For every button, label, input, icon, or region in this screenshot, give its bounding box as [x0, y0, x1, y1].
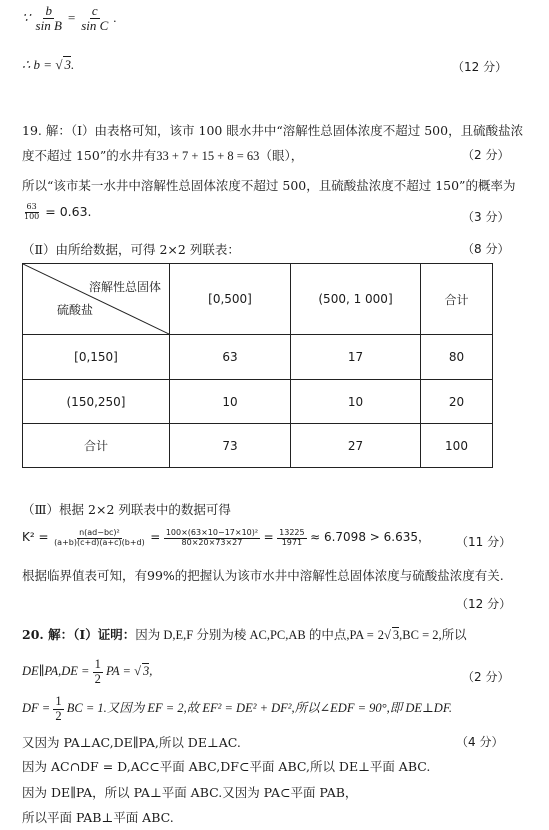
- half-fraction: [53, 695, 63, 724]
- q20-line-1-tail: ,BC = 2,所以: [399, 628, 467, 642]
- q19-line-2-text: 度不超过 150”的水井有: [22, 148, 157, 163]
- table-row: [23, 424, 493, 468]
- q19-part3-line: （Ⅲ）根据 2×2 列联表中的数据可得: [22, 502, 231, 517]
- law-of-sines-line: [22, 4, 117, 34]
- table-cell: 20: [421, 380, 493, 424]
- well-count-sum: 33 + 7 + 15 + 8 = 63: [156, 149, 260, 163]
- q19-line-3: 所以“该市某一水井中溶解性总固体浓度不超过 500，且硫酸盐浓度不超过 150”的概率为: [22, 178, 516, 193]
- fraction-denominator: sin B: [35, 18, 62, 34]
- table-cell: 17: [291, 335, 421, 380]
- column-variable-label: 溶解性总固体: [88, 280, 161, 294]
- q20-proof-label: （Ⅰ）证明：: [73, 627, 136, 642]
- fraction-numerator: 1: [55, 694, 62, 708]
- table-cell: 80: [421, 335, 493, 380]
- q20-lead: 20. 解：: [22, 627, 74, 642]
- sqrt-value: 3: [64, 57, 71, 72]
- b-equals: b =: [33, 57, 53, 72]
- fraction-numerator: c: [91, 3, 98, 18]
- table-header-row: [23, 264, 493, 335]
- contingency-table: [22, 263, 493, 468]
- q20-line-6: 因为 DE∥PA，所以 PA⊥平面 ABC.又因为 PA⊂平面 PAB，: [22, 785, 358, 800]
- q19-part2-line: （Ⅱ）由所给数据，可得 2×2 列联表：: [22, 242, 240, 257]
- q20-line-1-text: 因为 D,E,F 分别为棱 AC,PC,AB 的中点,PA =: [135, 628, 374, 642]
- q19-line-1: 19. 解：（Ⅰ）由表格可知，该市 100 眼水井中“溶解性总固体浓度不超过 500，且硫酸盐浓: [22, 123, 524, 138]
- fraction-numerator: 100×(63×10−17×10)²: [165, 527, 259, 537]
- half-fraction: [93, 658, 103, 687]
- fraction-numerator: 63: [26, 202, 37, 211]
- table-row-label: (150,250]: [23, 380, 170, 424]
- b-result-line: ∴ b = √ 3.: [22, 57, 75, 72]
- table-row-label: [0,150]: [23, 335, 170, 380]
- table-col-header: [0,500]: [170, 264, 291, 335]
- score-12-q19: （12 分）: [456, 597, 512, 611]
- fraction-denominator: 80×20×73×27: [181, 537, 243, 547]
- de-parallel-pa: DE∥PA,DE =: [22, 664, 90, 679]
- k2-approx-result: ≈ 6.7098 > 6.635，: [310, 530, 430, 544]
- score-12-top: （12 分）: [452, 60, 508, 74]
- table-row: [23, 335, 493, 380]
- q19-line-2-end: （眼），: [259, 148, 304, 163]
- k2-numeric-fraction: [164, 529, 260, 548]
- table-cell: 73: [170, 424, 291, 468]
- q20-line-5: 因为 AC∩DF = D,AC⊂平面 ABC,DF⊂平面 ABC,所以 DE⊥平面 ABC.: [22, 759, 431, 774]
- row-variable-label: 硫酸盐: [57, 303, 94, 317]
- fraction-numerator: b: [45, 3, 52, 18]
- score-3-q19: （3 分）: [462, 210, 510, 224]
- score-2-q19: （2 分）: [462, 148, 510, 162]
- k-squared-formula: K² = $\frac{\text{n(ad−bc)²}}{(a+b)(c+d)(a+c)(b+d)}$ = $\frac{\text{100×(63×10−17×10)²}}{80\times 20\times 73\times 27}$ = $\frac{13225}{1971}$ ≈ 6.7098 > 6.635，: [22, 527, 430, 547]
- fraction-numerator: 13225: [279, 527, 305, 537]
- fraction-c-over-sinC: [79, 4, 110, 34]
- score-11-q19: （11 分）: [456, 535, 512, 549]
- sqrt-value: 3: [142, 664, 150, 679]
- fraction-denominator: 2: [94, 671, 101, 686]
- q20-line-2: DE∥PA,DE = $\frac{1}{2}$ PA = √ 3,: [22, 657, 153, 686]
- table-cell: 100: [421, 424, 493, 468]
- k2-simplified-fraction: [277, 529, 306, 548]
- pa-equals: PA =: [105, 664, 131, 679]
- because-symbol: ∵: [22, 9, 31, 25]
- period: .: [70, 57, 75, 72]
- k2-general-fraction: [52, 529, 147, 548]
- q19-line-2: [22, 146, 303, 164]
- fraction-numerator: n(ad−bc)²: [79, 527, 120, 537]
- table-cell: 10: [291, 380, 421, 424]
- q20-line-4: 又因为 PA⊥AC,DE∥PA,所以 DE⊥AC.: [22, 735, 241, 750]
- q20-line-1: [22, 625, 467, 643]
- fraction-numerator: 1: [94, 657, 101, 671]
- q20-line-7: 所以平面 PAB⊥平面 ABC.: [22, 810, 174, 825]
- table-cell: 63: [170, 335, 291, 380]
- fraction-denominator: 2: [55, 708, 62, 723]
- k-squared-lhs: K² =: [22, 530, 49, 544]
- sqrt-value: 3: [392, 628, 400, 642]
- table-row-label: 合计: [23, 424, 170, 468]
- pa-value: 2√ 3: [377, 628, 400, 642]
- table-diagonal-header: [23, 264, 170, 335]
- score-4-q20: （4 分）: [456, 735, 504, 749]
- score-8-q19: （8 分）: [462, 242, 510, 256]
- fraction-denominator: 100: [24, 211, 40, 221]
- table-row: [23, 380, 493, 424]
- table-col-header: (500, 1 000]: [291, 264, 421, 335]
- probability-fraction: [22, 203, 41, 222]
- fraction-denominator: sin C: [81, 18, 109, 34]
- diagonal-line: [23, 264, 169, 334]
- score-2-q20: （2 分）: [462, 670, 510, 684]
- df-equals: DF =: [22, 701, 51, 716]
- q20-line-3: [22, 695, 452, 724]
- fraction-b-over-sinB: [34, 4, 64, 34]
- fraction-denominator: (a+b)(c+d)(a+c)(b+d): [54, 537, 145, 547]
- q20-line-3-text: BC = 1.又因为 EF = 2,故 EF² = DE² + DF²,所以∠EDF = 90°,即 DE⊥DF.: [66, 701, 452, 716]
- therefore-symbol: ∴: [22, 57, 31, 72]
- sqrt-coef: 2: [377, 628, 385, 642]
- period: .: [113, 9, 117, 25]
- probability-result: = 0.63.: [45, 203, 92, 219]
- q19-conclusion: 根据临界值表可知，有99%的把握认为该市水井中溶解性总固体浓度与硫酸盐浓度有关.: [22, 568, 504, 583]
- table-cell: 27: [291, 424, 421, 468]
- table-cell: 10: [170, 380, 291, 424]
- equals-sign: =: [67, 9, 76, 25]
- table-col-header: 合计: [421, 264, 493, 335]
- probability-line: [22, 203, 92, 222]
- fraction-denominator: 1971: [281, 537, 303, 547]
- comma: ,: [149, 664, 153, 679]
